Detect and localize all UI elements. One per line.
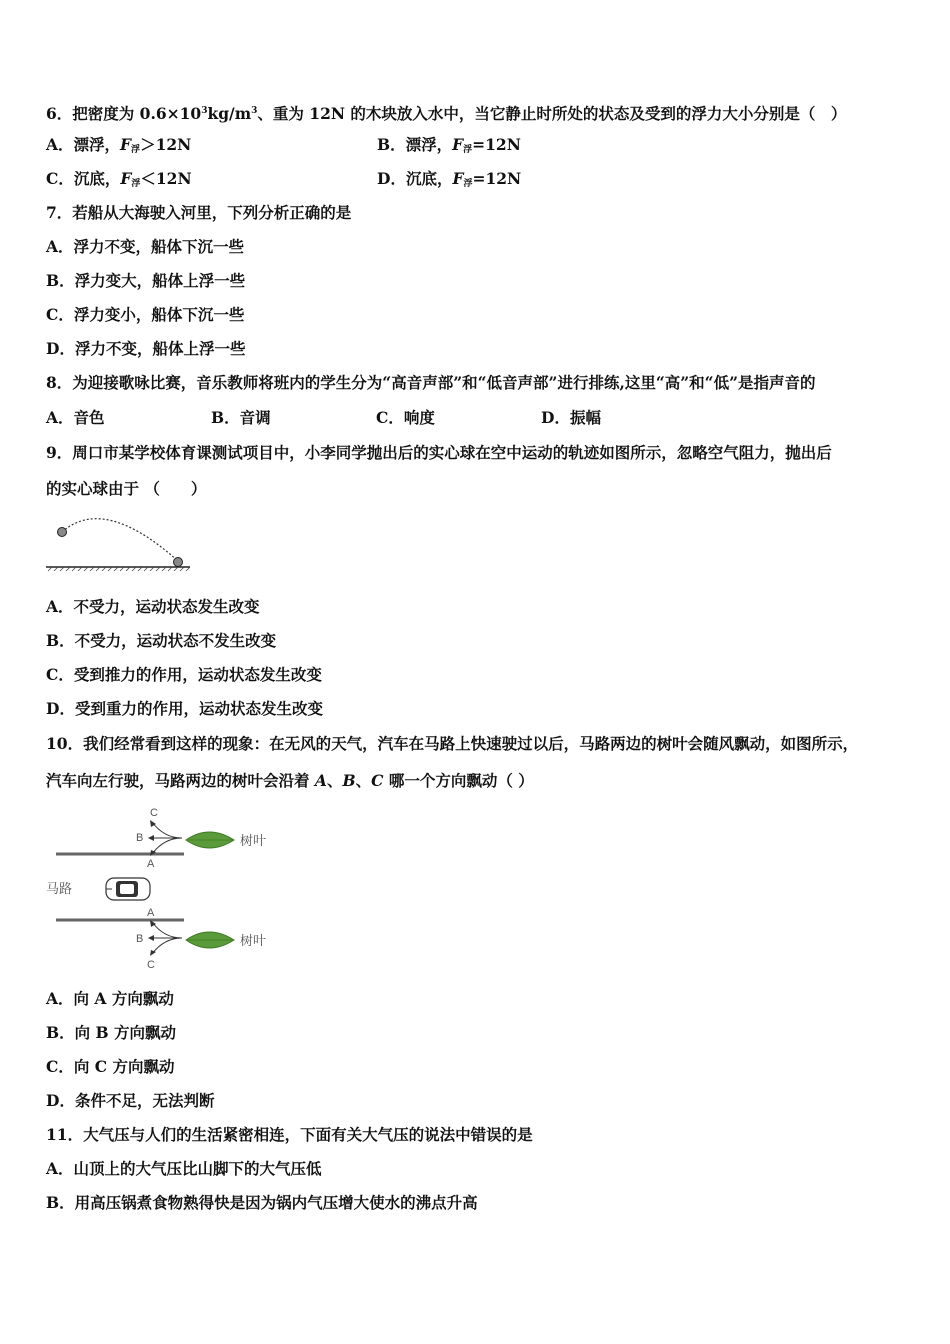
leaf-label-bottom: 树叶 [240, 934, 267, 949]
q11-stem: 11．大气压与人们的生活紧密相连，下面有关大气压的说法中错误的是 [46, 1125, 533, 1144]
q11-option-b: B．用高压锅煮食物熟得快是因为锅内气压增大使水的沸点升高 [46, 1193, 478, 1212]
leaf-label-top: 树叶 [240, 834, 267, 849]
q6-option-b: B．漂浮，$F_浮=12N$ [377, 135, 521, 155]
ball-start [58, 528, 67, 537]
q11-option-a: A．山顶上的大气压比山脚下的大气压低 [46, 1159, 322, 1178]
q8-option-a: A．音色 [46, 408, 105, 427]
q7-stem: 7．若船从大海驶入河里，下列分析正确的是 [46, 203, 352, 222]
q7-option-c: C．浮力变小，船体下沉一些 [46, 305, 245, 324]
trajectory-path [62, 519, 178, 561]
arrow-b-bottom-head [148, 935, 154, 941]
q9-option-d: D．受到重力的作用，运动状态发生改变 [46, 699, 323, 718]
label-b-bottom: B [136, 933, 144, 945]
q9-option-c: C．受到推力的作用，运动状态发生改变 [46, 665, 322, 684]
q8-stem: 8．为迎接歌咏比赛，音乐教师将班内的学生分为“高音声部”和“低音声部”进行排练,这里“高”和“低”是指声音的 [46, 373, 816, 392]
q10-stem-line1: 10．我们经常看到这样的现象：在无风的天气，汽车在马路上快速驶过以后，马路两边的树叶会随风飘动，如图所示， [46, 734, 859, 753]
q8-option-c: C．响度 [376, 408, 435, 427]
road-label: 马路 [46, 882, 73, 897]
q6-stem: 6．把密度为 $0.6\times 10^3kg/m^3$、重为 12N 的木块放入水中，当它静止时所处的状态及受到的浮力大小分别是（ ） [46, 104, 847, 123]
q10-road-figure [44, 800, 284, 975]
q9-option-a: A．不受力，运动状态发生改变 [46, 597, 260, 616]
ball-end [174, 558, 183, 567]
q9-option-b: B．不受力，运动状态不发生改变 [46, 631, 277, 650]
label-b-top: B [136, 832, 144, 844]
q10-option-b: B．向 B 方向飘动 [46, 1023, 176, 1042]
label-a-bottom: A [147, 907, 155, 919]
q10-option-a: A．向 A 方向飘动 [46, 989, 174, 1008]
q9-stem-line1: 9．周口市某学校体育课测试项目中，小李同学抛出后的实心球在空中运动的轨迹如图所示，忽略空气阻力，抛出后 [46, 443, 832, 462]
q10-option-d: D．条件不足，无法判断 [46, 1091, 215, 1110]
label-c-bottom: C [147, 959, 155, 971]
q10-option-c: C．向 C 方向飘动 [46, 1057, 175, 1076]
q7-option-b: B．浮力变大，船体上浮一些 [46, 271, 246, 290]
q8-option-b: B．音调 [211, 408, 271, 427]
upper-arrows [150, 822, 182, 854]
q6-option-c: C．沉底，$F_浮<12N$ [46, 169, 192, 189]
q7-option-a: A．浮力不变，船体下沉一些 [46, 237, 245, 256]
car-icon [106, 878, 150, 900]
q9-trajectory-figure [44, 505, 194, 575]
lower-arrows [150, 922, 182, 954]
q6-option-a: A．漂浮，$F_浮>12N$ [46, 135, 192, 155]
q7-option-d: D．浮力不变，船体上浮一些 [46, 339, 246, 358]
q9-stem-line2: 的实心球由于 （ ） [46, 479, 207, 498]
q10-stem-line2: 汽车向左行驶，马路两边的树叶会沿着 A、B、C 哪一个方向飘动（ ） [46, 771, 534, 790]
arrow-b-top-head [148, 835, 154, 841]
q8-option-d: D．振幅 [541, 408, 601, 427]
label-a-top: A [147, 858, 155, 870]
q6-option-d: D．沉底，$F_浮=12N$ [377, 169, 522, 189]
label-c-top: C [150, 807, 158, 819]
